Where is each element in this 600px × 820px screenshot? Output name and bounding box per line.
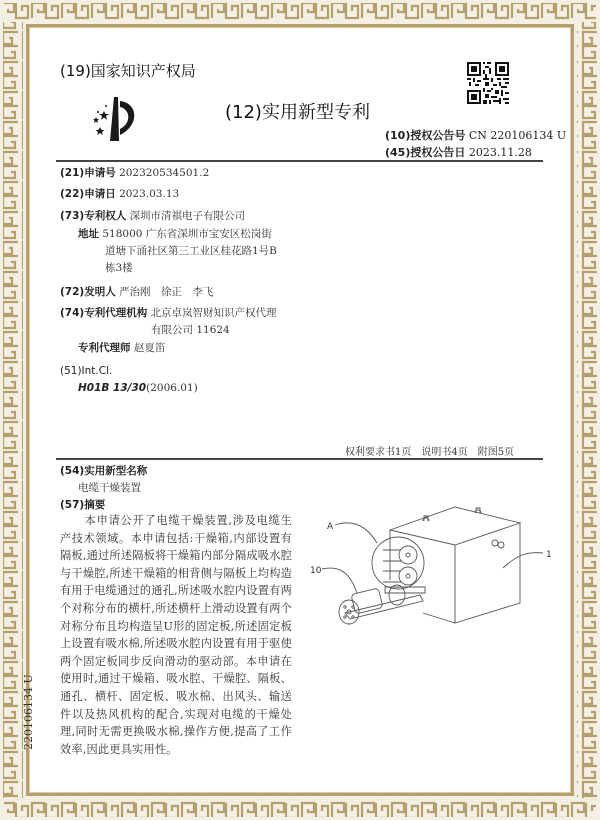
patent-type-title: (12)实用新型专利 — [225, 102, 370, 123]
abstract-label: (57)摘要 — [60, 499, 106, 511]
utility-model-title-label: (54)实用新型名称 — [60, 465, 148, 477]
cnipa-logo-icon — [84, 95, 144, 143]
svg-text:10: 10 — [310, 566, 322, 576]
svg-text:A: A — [327, 522, 334, 532]
utility-model-title: 电缆干燥装置 — [78, 482, 141, 494]
patentee: (73)专利权人 深圳市清祺电子有限公司 — [60, 210, 246, 222]
device-drawing — [305, 495, 565, 645]
office-name: (19)国家知识产权局 — [60, 62, 196, 80]
section-divider — [56, 458, 543, 460]
address-line-3: 栋3楼 — [105, 262, 133, 274]
application-number: (21)申请号 202320534501.2 — [60, 167, 210, 179]
abstract-text: 本申请公开了电缆干燥装置,涉及电缆生产技术领域。本申请包括:干燥箱,内部设置有隔板,通过所述隔板将干燥箱内部分隔成吸水腔与干燥腔,所述干燥箱的相背侧与隔板上均构造有用于电缆通过的通孔,所述吸水腔内设置有两个对称分布的横杆,所述横杆上滑动设置有两个对称分布且均构造呈U形的固定板,所述固定板上设置有吸水棉,所述吸水腔内设置有用于驱使两个固定板同步反向滑动的驱动部。本申请在使用时,通过干燥箱、吸水腔、干燥腔、隔板、通孔、横杆、固定板、吸水棉、出风头、输送件以及热风机构的配合,实现对电缆的干燥处理,同时无需更换吸水棉,操作方便,提高了工作效率,因此更具实用性。 — [60, 514, 292, 756]
int-cl-label: (51)Int.Cl. — [60, 365, 113, 377]
inventors: (72)发明人 严治刚 徐正 李飞 — [60, 286, 214, 298]
publication-date-value: 2023.11.28 — [468, 146, 532, 159]
address: 地址 518000 广东省深圳市宝安区松岗街 — [78, 228, 272, 240]
int-cl-code: H01B 13/30(2006.01) — [78, 382, 198, 394]
qr-code-icon[interactable] — [467, 62, 509, 104]
address-line-2: 道塘下涌社区第三工业区桂花路1号B — [105, 245, 277, 257]
page-count: 权利要求书1页 说明书4页 附图5页 — [345, 447, 515, 458]
svg-text:1: 1 — [546, 550, 552, 560]
patent-agency: (74)专利代理机构 北京卓岚智财知识产权代理 — [60, 307, 277, 319]
publication-date: (45)授权公告日 2023.11.28 — [385, 146, 532, 159]
header-divider — [56, 160, 543, 162]
application-date: (22)申请日 2023.03.13 — [60, 188, 180, 200]
publication-number-value: CN 220106134 U — [468, 129, 567, 142]
publication-number: (10)授权公告号 CN 220106134 U — [385, 129, 567, 142]
side-publication-code: 220106134 U — [22, 674, 35, 750]
patent-agency-line-2: 有限公司 11624 — [151, 324, 230, 336]
patent-agent: 专利代理师 赵夏笛 — [78, 342, 166, 354]
